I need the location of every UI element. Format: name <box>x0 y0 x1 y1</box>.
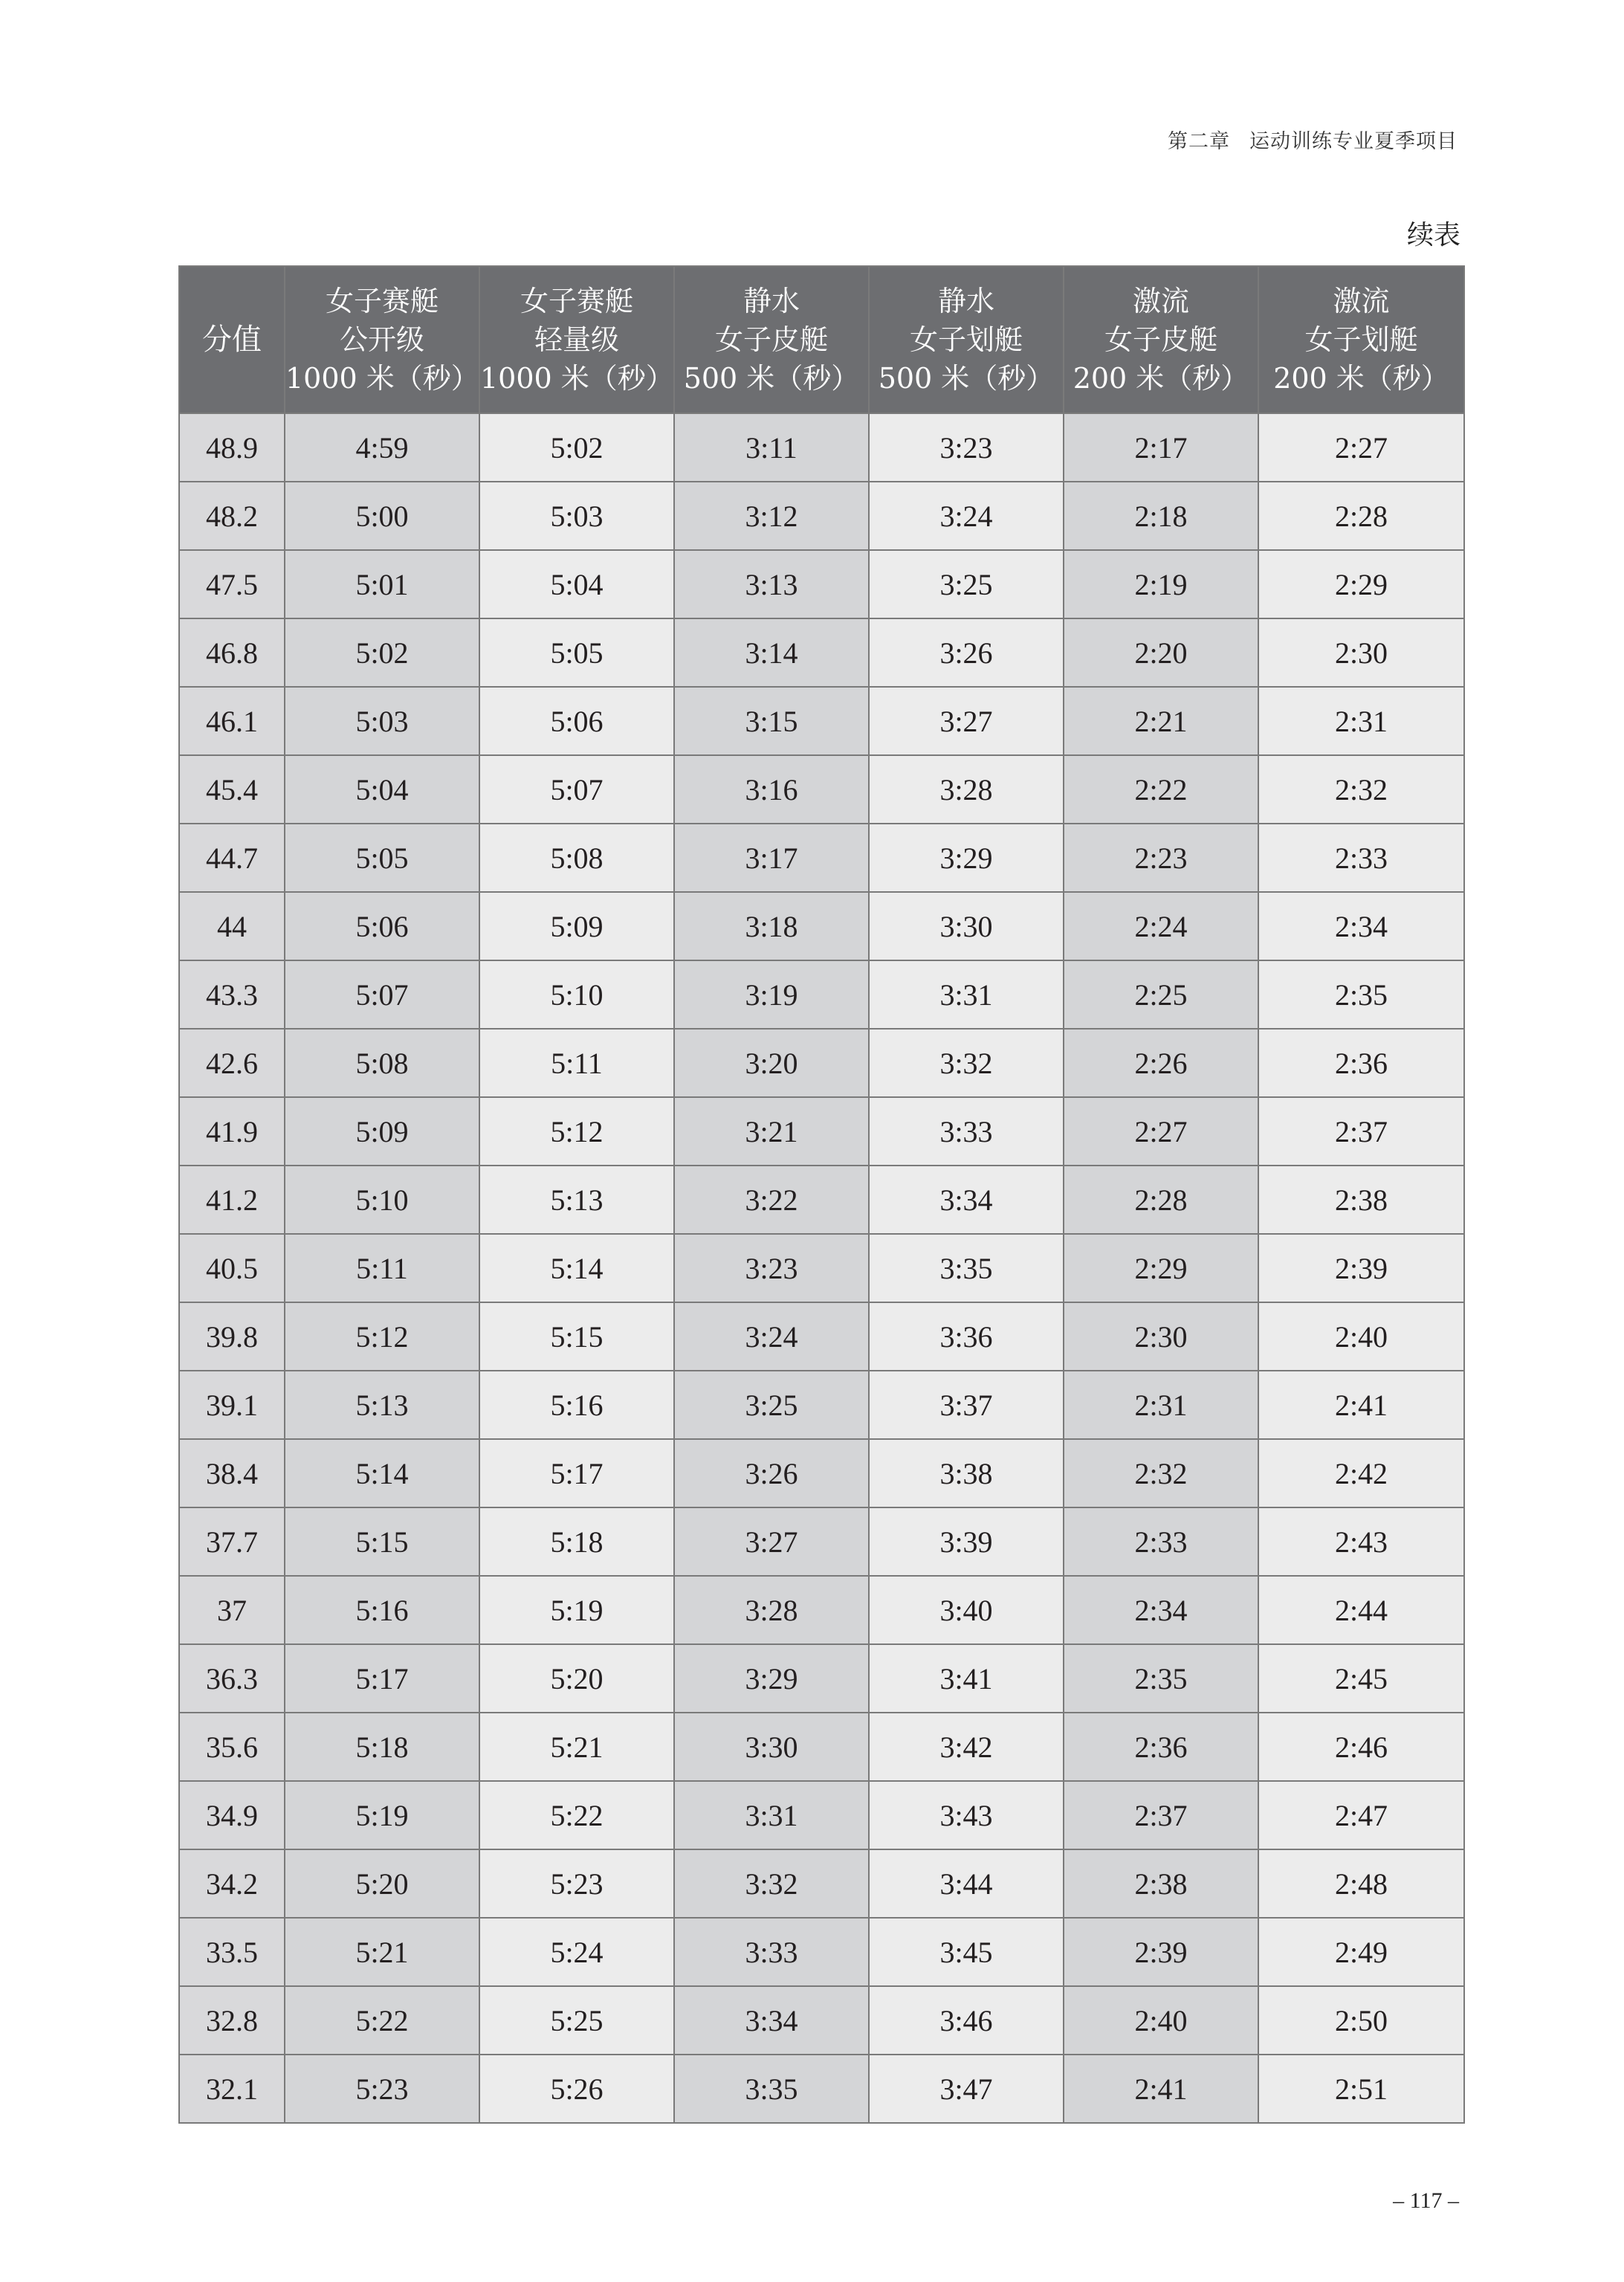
time-cell: 2:41 <box>1064 2055 1258 2123</box>
column-header-line: 500 米（秒） <box>683 362 860 395</box>
table-row <box>179 1576 1464 1644</box>
score-cell: 39.8 <box>179 1302 285 1371</box>
time-cell: 2:46 <box>1258 1713 1464 1781</box>
time-cell: 5:02 <box>285 618 479 687</box>
time-cell: 2:32 <box>1258 755 1464 824</box>
time-cell: 5:05 <box>285 824 479 892</box>
time-cell: 5:07 <box>285 960 479 1029</box>
time-cell: 3:33 <box>674 1918 869 1986</box>
time-cell: 2:19 <box>1064 550 1258 618</box>
time-cell: 5:20 <box>479 1644 674 1713</box>
time-cell: 2:48 <box>1258 1849 1464 1918</box>
time-cell: 2:34 <box>1258 892 1464 960</box>
time-cell: 3:25 <box>869 550 1064 618</box>
time-cell: 5:06 <box>479 687 674 755</box>
time-cell: 2:31 <box>1258 687 1464 755</box>
column-header-line: 轻量级 <box>534 323 619 356</box>
column-header-score <box>179 266 285 413</box>
table-row <box>179 1986 1464 2055</box>
time-cell: 5:20 <box>285 1849 479 1918</box>
time-cell: 3:30 <box>869 892 1064 960</box>
time-cell: 2:42 <box>1258 1439 1464 1507</box>
score-cell: 36.3 <box>179 1644 285 1713</box>
table-row <box>179 824 1464 892</box>
time-cell: 3:21 <box>674 1097 869 1166</box>
time-cell: 3:11 <box>674 413 869 482</box>
time-cell: 3:18 <box>674 892 869 960</box>
table-row <box>179 1713 1464 1781</box>
time-cell: 2:17 <box>1064 413 1258 482</box>
continued-label: 续表 <box>1406 220 1460 250</box>
table-row <box>179 1849 1464 1918</box>
time-cell: 2:27 <box>1258 413 1464 482</box>
time-cell: 2:25 <box>1064 960 1258 1029</box>
time-cell: 5:18 <box>479 1507 674 1576</box>
score-cell: 48.9 <box>179 413 285 482</box>
column-header-6 <box>1258 266 1464 413</box>
time-cell: 5:07 <box>479 755 674 824</box>
time-cell: 5:08 <box>479 824 674 892</box>
time-cell: 3:45 <box>869 1918 1064 1986</box>
time-cell: 3:42 <box>869 1713 1064 1781</box>
score-cell: 41.9 <box>179 1097 285 1166</box>
column-header-line: 500 米（秒） <box>878 362 1055 395</box>
table-row <box>179 1166 1464 1234</box>
time-cell: 2:24 <box>1064 892 1258 960</box>
column-header-line: 女子皮艇 <box>714 323 828 356</box>
column-header-2 <box>479 266 674 413</box>
time-cell: 5:00 <box>285 482 479 550</box>
time-cell: 5:08 <box>285 1029 479 1097</box>
score-cell: 48.2 <box>179 482 285 550</box>
score-cell: 33.5 <box>179 1918 285 1986</box>
running-head <box>1168 125 1458 154</box>
score-cell: 44 <box>179 892 285 960</box>
time-cell: 2:23 <box>1064 824 1258 892</box>
table-row <box>179 1781 1464 1849</box>
time-cell: 2:31 <box>1064 1371 1258 1439</box>
column-header-5 <box>1064 266 1258 413</box>
time-cell: 3:29 <box>674 1644 869 1713</box>
table-row <box>179 1234 1464 1302</box>
time-cell: 5:12 <box>479 1097 674 1166</box>
running-head-chapter: 第二章 <box>1168 130 1230 153</box>
time-cell: 3:15 <box>674 687 869 755</box>
column-header-line: 女子赛艇 <box>520 285 633 317</box>
time-cell: 3:28 <box>674 1576 869 1644</box>
table-row <box>179 1371 1464 1439</box>
header-row <box>179 266 1464 413</box>
time-cell: 2:30 <box>1064 1302 1258 1371</box>
time-cell: 3:31 <box>674 1781 869 1849</box>
column-header-line: 女子划艇 <box>1304 323 1418 356</box>
time-cell: 5:14 <box>479 1234 674 1302</box>
running-head-title: 运动训练专业夏季项目 <box>1249 130 1458 153</box>
score-cell: 46.8 <box>179 618 285 687</box>
time-cell: 3:13 <box>674 550 869 618</box>
column-header-3 <box>674 266 869 413</box>
score-cell: 47.5 <box>179 550 285 618</box>
time-cell: 3:32 <box>869 1029 1064 1097</box>
column-header-line: 静水 <box>743 285 800 317</box>
column-header-line: 激流 <box>1333 285 1390 317</box>
time-cell: 5:10 <box>479 960 674 1029</box>
time-cell: 5:09 <box>285 1097 479 1166</box>
time-cell: 2:49 <box>1258 1918 1464 1986</box>
time-cell: 3:12 <box>674 482 869 550</box>
time-cell: 5:01 <box>285 550 479 618</box>
time-cell: 2:50 <box>1258 1986 1464 2055</box>
time-cell: 3:30 <box>674 1713 869 1781</box>
time-cell: 5:09 <box>479 892 674 960</box>
time-cell: 3:43 <box>869 1781 1064 1849</box>
time-cell: 3:26 <box>869 618 1064 687</box>
score-cell: 34.2 <box>179 1849 285 1918</box>
time-cell: 5:21 <box>285 1918 479 1986</box>
time-cell: 3:14 <box>674 618 869 687</box>
time-cell: 5:17 <box>285 1644 479 1713</box>
table-row <box>179 482 1464 550</box>
time-cell: 5:06 <box>285 892 479 960</box>
time-cell: 5:23 <box>285 2055 479 2123</box>
time-cell: 5:26 <box>479 2055 674 2123</box>
score-cell: 40.5 <box>179 1234 285 1302</box>
table-row <box>179 1644 1464 1713</box>
column-header-line: 激流 <box>1132 285 1189 317</box>
score-cell: 39.1 <box>179 1371 285 1439</box>
time-cell: 2:35 <box>1258 960 1464 1029</box>
time-cell: 3:27 <box>674 1507 869 1576</box>
time-cell: 2:38 <box>1064 1849 1258 1918</box>
time-cell: 2:43 <box>1258 1507 1464 1576</box>
time-cell: 5:04 <box>479 550 674 618</box>
time-cell: 3:40 <box>869 1576 1064 1644</box>
time-cell: 5:13 <box>479 1166 674 1234</box>
column-header-1 <box>285 266 479 413</box>
time-cell: 3:26 <box>674 1439 869 1507</box>
score-cell: 41.2 <box>179 1166 285 1234</box>
table-row <box>179 550 1464 618</box>
score-cell: 43.3 <box>179 960 285 1029</box>
time-cell: 2:38 <box>1258 1166 1464 1234</box>
table-row <box>179 1097 1464 1166</box>
table-row <box>179 618 1464 687</box>
time-cell: 3:39 <box>869 1507 1064 1576</box>
time-cell: 3:23 <box>674 1234 869 1302</box>
table-row <box>179 960 1464 1029</box>
time-cell: 2:33 <box>1064 1507 1258 1576</box>
time-cell: 3:29 <box>869 824 1064 892</box>
time-cell: 2:44 <box>1258 1576 1464 1644</box>
time-cell: 5:23 <box>479 1849 674 1918</box>
time-cell: 2:22 <box>1064 755 1258 824</box>
time-cell: 5:03 <box>285 687 479 755</box>
table-row <box>179 1302 1464 1371</box>
time-cell: 2:41 <box>1258 1371 1464 1439</box>
time-cell: 5:16 <box>479 1371 674 1439</box>
table-header <box>179 266 1464 413</box>
table-row <box>179 2055 1464 2123</box>
time-cell: 3:41 <box>869 1644 1064 1713</box>
time-cell: 2:30 <box>1258 618 1464 687</box>
column-header-line: 女子皮艇 <box>1104 323 1217 356</box>
time-cell: 5:22 <box>479 1781 674 1849</box>
score-cell: 34.9 <box>179 1781 285 1849</box>
time-cell: 5:19 <box>285 1781 479 1849</box>
time-cell: 3:17 <box>674 824 869 892</box>
table-row <box>179 892 1464 960</box>
time-cell: 3:25 <box>674 1371 869 1439</box>
time-cell: 5:25 <box>479 1986 674 2055</box>
time-cell: 3:31 <box>869 960 1064 1029</box>
time-cell: 5:16 <box>285 1576 479 1644</box>
score-cell: 35.6 <box>179 1713 285 1781</box>
time-cell: 3:32 <box>674 1849 869 1918</box>
score-cell: 45.4 <box>179 755 285 824</box>
time-cell: 3:16 <box>674 755 869 824</box>
page-number: – 117 – <box>1393 2188 1459 2213</box>
time-cell: 3:28 <box>869 755 1064 824</box>
table-row <box>179 687 1464 755</box>
time-cell: 2:51 <box>1258 2055 1464 2123</box>
time-cell: 5:02 <box>479 413 674 482</box>
score-cell: 37.7 <box>179 1507 285 1576</box>
score-cell: 32.8 <box>179 1986 285 2055</box>
time-cell: 5:11 <box>285 1234 479 1302</box>
time-cell: 5:14 <box>285 1439 479 1507</box>
time-cell: 2:36 <box>1064 1713 1258 1781</box>
time-cell: 3:22 <box>674 1166 869 1234</box>
column-header-line: 分值 <box>202 323 262 357</box>
time-cell: 3:19 <box>674 960 869 1029</box>
column-header-line: 女子划艇 <box>909 323 1023 356</box>
column-header-line: 静水 <box>937 285 994 317</box>
time-cell: 5:05 <box>479 618 674 687</box>
time-cell: 5:22 <box>285 1986 479 2055</box>
time-cell: 2:27 <box>1064 1097 1258 1166</box>
time-cell: 2:26 <box>1064 1029 1258 1097</box>
time-cell: 2:39 <box>1258 1234 1464 1302</box>
score-cell: 38.4 <box>179 1439 285 1507</box>
time-cell: 2:40 <box>1064 1986 1258 2055</box>
score-cell: 42.6 <box>179 1029 285 1097</box>
time-cell: 5:13 <box>285 1371 479 1439</box>
time-cell: 3:38 <box>869 1439 1064 1507</box>
time-cell: 5:11 <box>479 1029 674 1097</box>
time-cell: 3:24 <box>674 1302 869 1371</box>
time-cell: 2:32 <box>1064 1439 1258 1507</box>
time-cell: 5:19 <box>479 1576 674 1644</box>
table-row <box>179 1439 1464 1507</box>
time-cell: 2:47 <box>1258 1781 1464 1849</box>
time-cell: 3:20 <box>674 1029 869 1097</box>
column-header-line: 女子赛艇 <box>325 285 439 317</box>
time-cell: 3:34 <box>674 1986 869 2055</box>
time-cell: 3:24 <box>869 482 1064 550</box>
time-cell: 3:46 <box>869 1986 1064 2055</box>
time-cell: 3:47 <box>869 2055 1064 2123</box>
time-cell: 2:21 <box>1064 687 1258 755</box>
time-cell: 5:15 <box>285 1507 479 1576</box>
table-row <box>179 1507 1464 1576</box>
time-cell: 2:39 <box>1064 1918 1258 1986</box>
column-header-line: 200 米（秒） <box>1073 362 1249 395</box>
time-cell: 5:18 <box>285 1713 479 1781</box>
time-cell: 5:15 <box>479 1302 674 1371</box>
column-header-line: 1000 米（秒） <box>285 362 479 395</box>
time-cell: 2:40 <box>1258 1302 1464 1371</box>
time-cell: 5:10 <box>285 1166 479 1234</box>
time-cell: 3:35 <box>674 2055 869 2123</box>
table-row <box>179 755 1464 824</box>
table-row <box>179 1918 1464 1986</box>
table-row <box>179 1029 1464 1097</box>
time-cell: 2:29 <box>1064 1234 1258 1302</box>
time-cell: 2:45 <box>1258 1644 1464 1713</box>
time-cell: 3:33 <box>869 1097 1064 1166</box>
time-cell: 2:37 <box>1258 1097 1464 1166</box>
time-cell: 3:27 <box>869 687 1064 755</box>
column-header-line: 公开级 <box>339 323 424 356</box>
time-cell: 2:34 <box>1064 1576 1258 1644</box>
column-header-line: 200 米（秒） <box>1273 362 1449 395</box>
time-cell: 2:36 <box>1258 1029 1464 1097</box>
table-row <box>179 413 1464 482</box>
time-cell: 5:24 <box>479 1918 674 1986</box>
time-cell: 3:36 <box>869 1302 1064 1371</box>
time-cell: 3:34 <box>869 1166 1064 1234</box>
table-body <box>179 413 1464 2123</box>
time-cell: 2:20 <box>1064 618 1258 687</box>
score-cell: 44.7 <box>179 824 285 892</box>
time-cell: 2:28 <box>1064 1166 1258 1234</box>
time-cell: 5:17 <box>479 1439 674 1507</box>
time-cell: 5:12 <box>285 1302 479 1371</box>
time-cell: 2:29 <box>1258 550 1464 618</box>
score-cell: 37 <box>179 1576 285 1644</box>
time-cell: 5:21 <box>479 1713 674 1781</box>
time-cell: 2:35 <box>1064 1644 1258 1713</box>
time-cell: 2:37 <box>1064 1781 1258 1849</box>
time-cell: 2:18 <box>1064 482 1258 550</box>
score-table <box>178 265 1465 2124</box>
time-cell: 4:59 <box>285 413 479 482</box>
time-cell: 3:35 <box>869 1234 1064 1302</box>
column-header-line: 1000 米（秒） <box>480 362 674 395</box>
time-cell: 5:03 <box>479 482 674 550</box>
time-cell: 2:33 <box>1258 824 1464 892</box>
time-cell: 5:04 <box>285 755 479 824</box>
time-cell: 3:37 <box>869 1371 1064 1439</box>
column-header-4 <box>869 266 1064 413</box>
time-cell: 2:28 <box>1258 482 1464 550</box>
score-cell: 32.1 <box>179 2055 285 2123</box>
time-cell: 3:23 <box>869 413 1064 482</box>
score-cell: 46.1 <box>179 687 285 755</box>
time-cell: 3:44 <box>869 1849 1064 1918</box>
